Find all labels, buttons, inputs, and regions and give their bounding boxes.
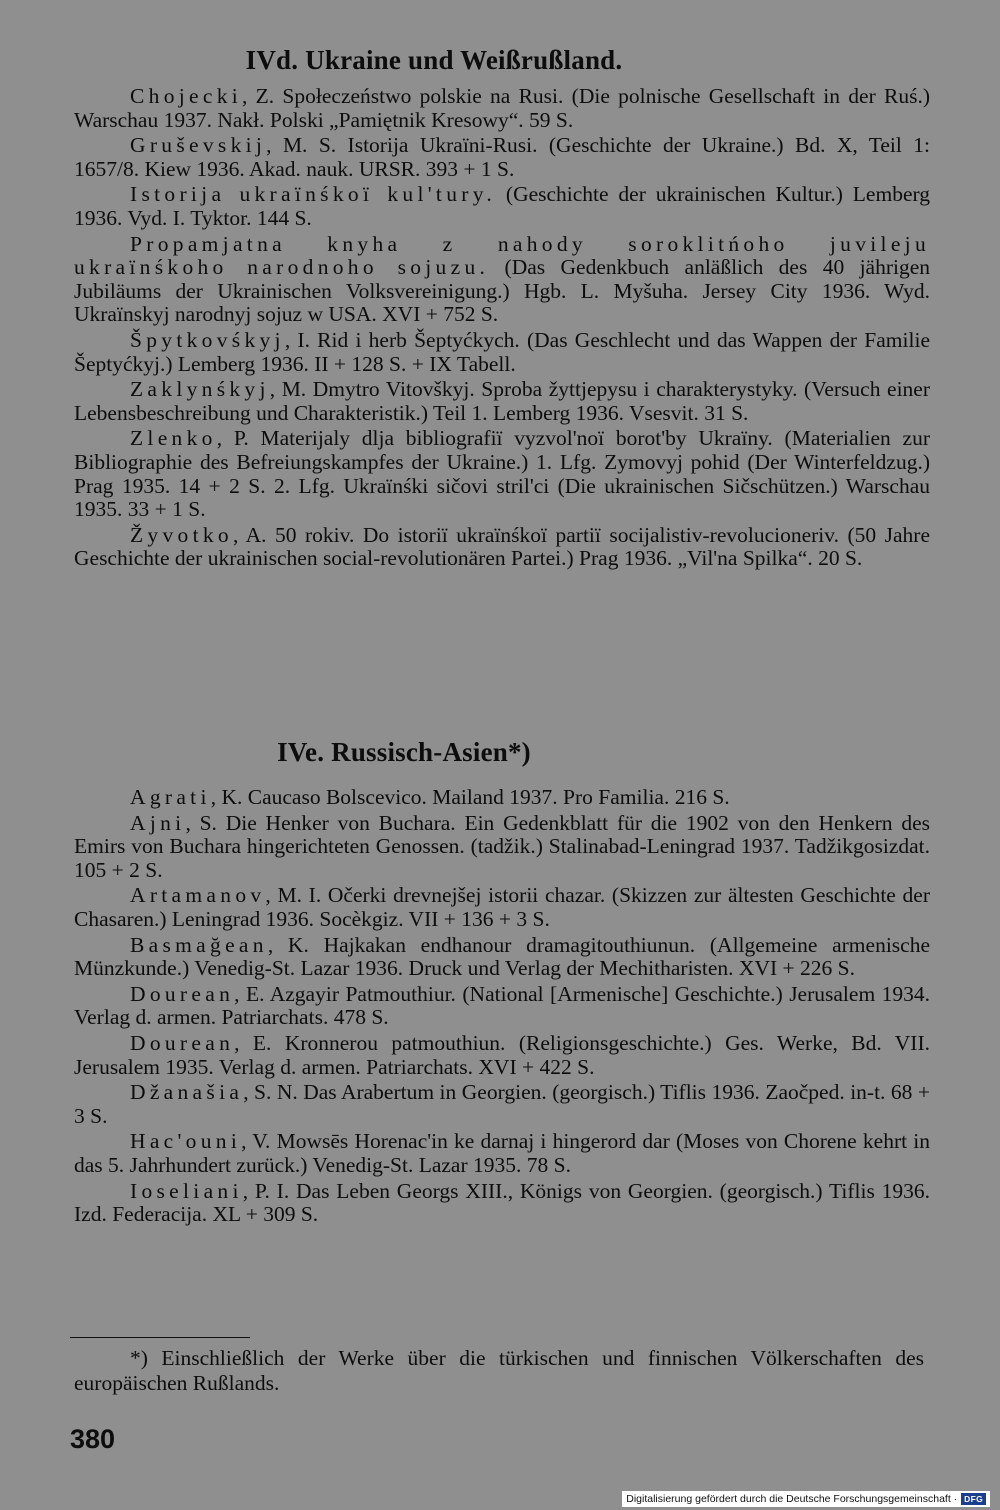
bibliography-entry	[74, 378, 930, 425]
entry-author: Žyvotko	[130, 522, 233, 547]
bibliography-entry	[74, 183, 930, 230]
entry-author: Špytkovśkyj	[130, 327, 285, 352]
entry-details: , E. Azgayir Patmouthiur. (National [Armenische] Geschichte.) Jerusalem 1934. Verlag d. armen. Patriarchats. 478 S.	[74, 981, 930, 1030]
page-number: 380	[70, 1424, 116, 1454]
bibliography-list-russisch-asien	[74, 786, 930, 1229]
entry-details: (Das Gedenkbuch anläßlich des 40 jährigen Jubiläums der Ukrainischen Volksvereinigung.) Hgb. L. Myšuha. Jersey City 1936. Wyd. Ukraïnskyj narodnyj sojuz w USA. XVI + 752 S.	[74, 255, 931, 327]
entry-details: , P. Materijaly dlja bibliografiï vyzvol'noï borot'by Ukraïny. (Materialien zur Bibliographie des Befreiungskampfes der Ukraine.) 1. Lfg. Zymovyj pohid (Der Winterfeldzug.) Prag 1935. 14 + 2 S. 2. Lfg. Ukraïnśki sičovi stril'ci (Die ukrainischen Sičschützen.) Warschau 1935. 33 + 1 S.	[74, 426, 930, 522]
bibliography-entry	[74, 1081, 930, 1128]
entry-details: , M. Dmytro Vitovškyj. Sproba žyttjepysu i charakterystyky. (Versuch einer Lebensbeschreibung und Charakteristik.) Teil 1. Lemberg 1936. Vsesvit. 31 S.	[74, 377, 930, 425]
entry-author: Ioseliani	[130, 1178, 243, 1203]
bibliography-entry	[74, 786, 930, 810]
bibliography-entry	[74, 85, 930, 132]
bibliography-entry	[74, 329, 930, 376]
entry-details: , E. Kronnerou patmouthiun. (Religionsgeschichte.) Ges. Werke, Bd. VII. Jerusalem 1935. Verlag d. armen. Patriarchats. XVI + 422 S.	[74, 1030, 930, 1079]
section-heading-ukraine: IVd. Ukraine und Weißrußland.	[245, 45, 623, 75]
entry-author: Propamjatna knyha z nahody soroklitńoho juvileju ukraïnśkoho narodnoho sojuzu.	[74, 231, 930, 280]
entry-author: Istorija ukraïnśkoï kul'tury.	[130, 182, 497, 207]
entry-details: , M. S. Istorija Ukraïni-Rusi. (Geschichte der Ukraine.) Bd. X, Teil 1: 1657/8. Kiew 1936. Akad. nauk. URSR. 393 + 1 S.	[74, 133, 930, 181]
bibliography-entry	[74, 1032, 930, 1079]
entry-author: Agrati	[130, 785, 211, 809]
entry-author: Dourean	[130, 981, 235, 1006]
entry-details: , S. N. Das Arabertum in Georgien. (georgisch.) Tiflis 1936. Zaočped. in-t. 68 + 3 S.	[74, 1080, 930, 1128]
bibliography-entry	[74, 524, 930, 571]
entry-details: (Geschichte der ukrainischen Kultur.) Lemberg 1936. Vyd. I. Tyktor. 144 S.	[74, 182, 931, 230]
bibliography-list-ukraine	[74, 85, 930, 573]
entry-details: , Z. Społeczeństwo polskie na Rusi. (Die polnische Gesellschaft in der Ruś.) Warschau 1937. Nakł. Polski „Pamiętnik Kresowy“. 59 S.	[74, 84, 930, 132]
entry-author: Gruševskij	[130, 133, 267, 158]
entry-author: Dourean	[130, 1030, 235, 1055]
footnote-rule	[70, 1337, 250, 1338]
entry-details: , M. I. Očerki drevnejšej istorii chazar. (Skizzen zur ältesten Geschichte der Chasaren.) Leningrad 1936. Socèkgiz. VII + 136 + 3 S.	[74, 883, 930, 931]
entry-details: , P. I. Das Leben Georgs XIII., Königs von Georgien. (georgisch.) Tiflis 1936. Izd. Federacija. XL + 309 S.	[74, 1178, 930, 1227]
entry-author: Ajni	[130, 810, 186, 835]
bibliography-entry	[74, 233, 930, 327]
digitization-credit	[622, 1491, 990, 1507]
bibliography-entry	[74, 427, 930, 521]
entry-author: Džanašia	[130, 1080, 244, 1105]
entry-author: Chojecki	[130, 84, 243, 108]
entry-details: , K. Caucaso Bolscevico. Mailand 1937. Pro Familia. 216 S.	[210, 785, 730, 809]
entry-author: Zlenko	[130, 426, 217, 451]
entry-details: , V. Mowsēs Horenac'in ke darnaj i hingerord dar (Moses von Chorene kehrt in das 5. Jahrhundert zurück.) Venedig-St. Lazar 1935. 78 S.	[74, 1129, 930, 1177]
entry-author: Basmağean	[130, 932, 268, 957]
bibliography-entry	[74, 1180, 930, 1227]
entry-author: Hac'ouni	[130, 1129, 242, 1154]
entry-details: , I. Rid i herb Šeptyćkych. (Das Geschlecht und das Wappen der Familie Šeptyćkyj.) Lemberg 1936. II + 128 S. + IX Tabell.	[74, 327, 930, 376]
bibliography-entry	[74, 983, 930, 1030]
entry-details: , K. Hajkakan endhanour dramagitouthiunun. (Allgemeine armenische Münzkunde.) Venedig-St. Lazar 1936. Druck und Verlag der Mechitharisten. XVI + 226 S.	[74, 932, 930, 981]
bibliography-entry	[74, 884, 930, 931]
entry-author: Artamanov	[130, 883, 266, 908]
bibliography-entry	[74, 812, 930, 883]
entry-author: Zaklynśkyj	[130, 377, 270, 402]
bibliography-entry	[74, 134, 930, 181]
bibliography-entry	[74, 1130, 930, 1177]
entry-details: , S. Die Henker von Buchara. Ein Gedenkblatt für die 1902 von den Henkern des Emirs von Buchara hingerichteten Genossen. (tadžik.) Stalinabad-Leningrad 1937. Tadžikgosizdat. 105 + 2 S.	[74, 810, 930, 882]
credit-text: Digitalisierung gefördert durch die Deutsche Forschungsgemeinschaft ·	[626, 1493, 958, 1505]
entry-details: , A. 50 rokiv. Do istoriï ukraïnśkoï partiï socijalistiv-revolucioneriv. (50 Jahre Geschichte der ukrainischen social-revolutionären Partei.) Prag 1936. „Vil'na Spilka“. 20 S.	[74, 522, 930, 571]
bibliography-entry	[74, 934, 930, 981]
footnote: *) Einschließlich der Werke über die türkischen und finnischen Völkerschaften des europäischen Rußlands.	[74, 1346, 924, 1395]
dfg-logo-icon: DFG	[961, 1493, 986, 1505]
section-heading-russisch-asien: IVe. Russisch-Asien*)	[277, 737, 531, 767]
